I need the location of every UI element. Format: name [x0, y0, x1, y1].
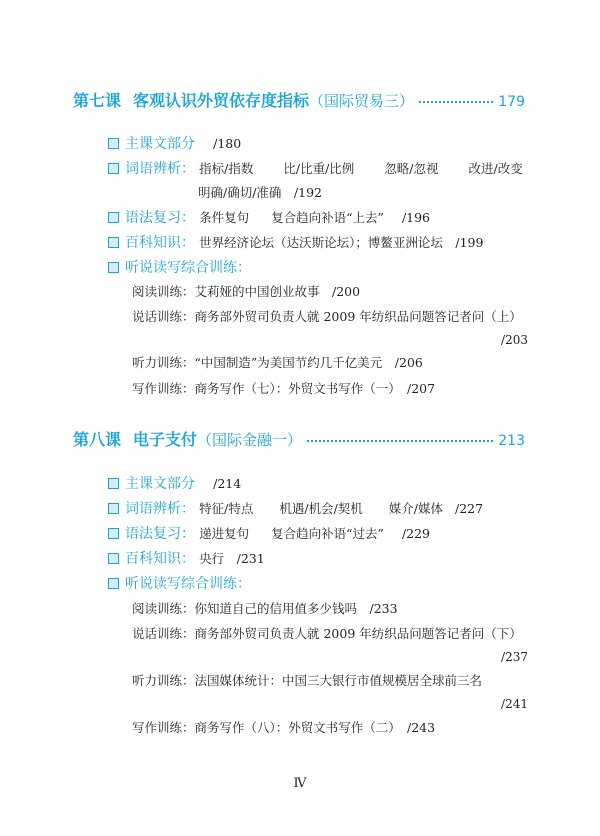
lesson7-title: 客观认识外贸依存度指标: [133, 91, 310, 110]
section-label: 词语辨析：: [125, 501, 195, 517]
lesson7-page: 179: [498, 94, 525, 110]
lesson7-heading[interactable]: [73, 88, 525, 111]
lesson8-listening[interactable]: 听力训练：法国媒体统计：中国三大银行市值规模居全球前三名: [132, 673, 483, 688]
section-content: 央行 /231: [199, 551, 265, 566]
lesson7-grammar[interactable]: [108, 209, 430, 228]
lesson8-skills[interactable]: [108, 575, 251, 594]
section-label: 听说读写综合训练：: [125, 260, 251, 276]
checkbox-icon: [108, 138, 119, 149]
section-label: 百科知识：: [125, 551, 195, 567]
leader-dots: [419, 101, 493, 103]
lesson7-encyclopedia[interactable]: [108, 234, 483, 253]
checkbox-icon: [108, 163, 119, 174]
vocab-item: 比/比重/比例: [283, 161, 355, 176]
lesson8-number: 第八课: [73, 430, 122, 449]
vocab-item: 特征/特点: [199, 501, 254, 516]
lesson7-subtitle: （国际贸易三）: [309, 92, 415, 110]
lesson7-speaking[interactable]: 说话训练：商务部外贸司负责人就 2009 年纺织品问题答记者问（上）: [132, 309, 522, 324]
lesson8-speaking-page: /237: [501, 650, 528, 664]
section-label: 语法复习：: [125, 210, 195, 226]
grammar-item: 复合趋向补语“过去”: [271, 526, 384, 541]
lesson8-grammar[interactable]: [108, 525, 430, 544]
lesson8-vocab[interactable]: [108, 500, 483, 519]
section-label: 语法复习：: [125, 526, 195, 542]
lesson7-vocab[interactable]: [108, 160, 523, 179]
section-page: /180: [213, 136, 242, 151]
lesson7-speaking-page: /203: [501, 333, 528, 347]
lesson8-reading[interactable]: 阅读训练：你知道自己的信用值多少钱吗 /233: [132, 601, 398, 616]
checkbox-icon: [108, 237, 119, 248]
vocab-item: 改进/改变: [468, 161, 523, 176]
lesson8-listening-page: /241: [501, 697, 528, 711]
section-label: 听说读写综合训练：: [125, 576, 251, 592]
lesson7-reading[interactable]: 阅读训练：艾莉娅的中国创业故事 /200: [132, 284, 361, 299]
lesson7-writing[interactable]: 写作训练：商务写作（七）：外贸文书写作（一） /207: [132, 381, 436, 396]
vocab-item: 媒介/媒体: [388, 501, 444, 516]
section-label: 主课文部分: [125, 136, 195, 152]
lesson8-speaking[interactable]: 说话训练：商务部外贸司负责人就 2009 年纺织品问题答记者问（下）: [132, 626, 522, 641]
grammar-item: 复合趋向补语“上去”: [271, 210, 384, 225]
lesson7-skills[interactable]: [108, 259, 251, 278]
checkbox-icon: [108, 553, 119, 564]
lesson8-main-text[interactable]: [108, 475, 241, 494]
checkbox-icon: [108, 528, 119, 539]
section-page: /229: [401, 526, 431, 541]
section-page: /214: [213, 476, 242, 491]
vocab-item: 机遇/机会/契机: [279, 501, 363, 516]
section-label: 百科知识：: [125, 235, 195, 251]
lesson8-title: 电子支付: [133, 430, 198, 449]
lesson8-page: 213: [498, 433, 525, 449]
lesson7-number: 第七课: [73, 91, 122, 110]
section-label: 主课文部分: [125, 476, 195, 492]
checkbox-icon: [108, 503, 119, 514]
leader-dots: [307, 440, 493, 442]
grammar-item: 条件复句: [199, 210, 250, 225]
vocab-item: 忽略/忽视: [384, 161, 439, 176]
section-content: 世界经济论坛（达沃斯论坛）；博鳌亚洲论坛 /199: [199, 235, 484, 250]
lesson8-writing[interactable]: 写作训练：商务写作（八）：外贸文书写作（二） /243: [132, 720, 436, 735]
lesson8-subtitle: （国际金融一）: [197, 431, 303, 449]
section-page: /196: [401, 210, 431, 225]
section-label: 词语辨析：: [125, 161, 195, 177]
lesson7-listening[interactable]: 听力训练：“中国制造”为美国节约几千亿美元 /206: [132, 355, 423, 370]
checkbox-icon: [108, 578, 119, 589]
lesson7-main-text[interactable]: [108, 135, 241, 154]
checkbox-icon: [108, 212, 119, 223]
lesson8-heading[interactable]: [73, 427, 525, 450]
lesson7-vocab-line2: 明确/确切/准确 /192: [198, 185, 322, 200]
grammar-item: 递进复句: [199, 526, 250, 541]
vocab-item: 指标/指数: [199, 161, 254, 176]
checkbox-icon: [108, 478, 119, 489]
checkbox-icon: [108, 262, 119, 273]
section-page: /227: [455, 501, 484, 516]
lesson8-encyclopedia[interactable]: [108, 550, 265, 569]
page-number: Ⅳ: [293, 776, 307, 791]
